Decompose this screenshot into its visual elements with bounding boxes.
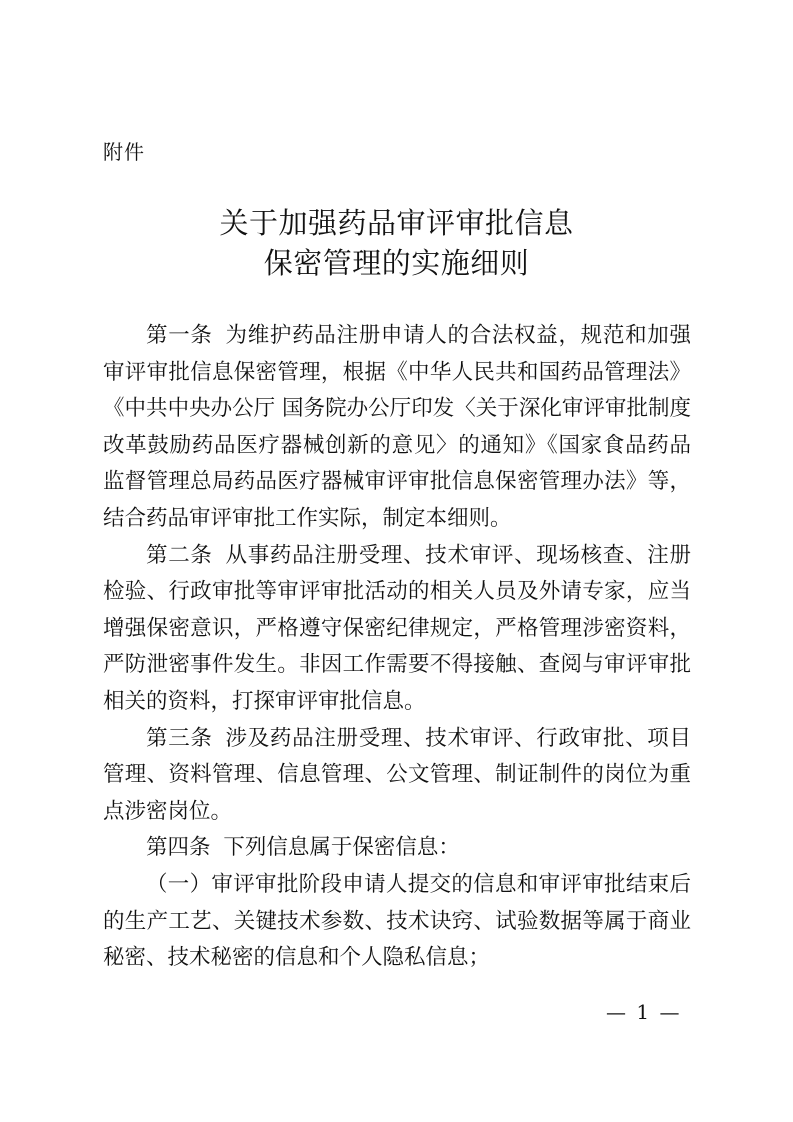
page-number: — 1 — xyxy=(606,1000,682,1024)
article-text: 为维护药品注册申请人的合法权益，规范和加强审评审批信息保密管理，根据《中华人民共和国药品管理法》《中共中央办公厅 国务院办公厅印发〈关于深化审评审批制度改革鼓励药品医疗器械创新的意见〉的通知》《国家食品药品监督管理总局药品医疗器械审评审批信息保密管理办法》等，结合药品审评审批工作实际，制定本细则。 xyxy=(103,323,691,531)
article-1 xyxy=(103,318,691,538)
article-text: 从事药品注册受理、技术审评、现场核查、注册检验、行政审批等审评审批活动的相关人员及外请专家，应当增强保密意识，严格遵守保密纪律规定，严格管理涉密资料，严防泄密事件发生。非因工作需要不得接触、查阅与审评审批相关的资料，打探审评审批信息。 xyxy=(103,542,691,714)
document-title-line-2: 保密管理的实施细则 xyxy=(263,246,530,280)
article-text: 涉及药品注册受理、技术审评、行政审批、项目管理、资料管理、信息管理、公文管理、制证制件的岗位为重点涉密岗位。 xyxy=(103,725,691,824)
article-4 xyxy=(103,830,691,867)
article-number: 第二条 xyxy=(146,542,213,568)
article-3 xyxy=(103,721,691,831)
article-2 xyxy=(103,538,691,721)
article-text: 下列信息属于保密信息： xyxy=(223,835,460,861)
article-4-item-1: （一）审评审批阶段申请人提交的信息和审评审批结束后的生产工艺、关键技术参数、技术诀窍、试验数据等属于商业秘密、技术秘密的信息和个人隐私信息； xyxy=(103,871,691,971)
attachment-label: 附件 xyxy=(103,140,145,164)
document-title-line-1: 关于加强药品审评审批信息 xyxy=(219,206,574,240)
article-number: 第一条 xyxy=(146,323,213,348)
article-number: 第三条 xyxy=(146,725,213,751)
article-number: 第四条 xyxy=(146,835,211,861)
document-body xyxy=(103,318,691,977)
